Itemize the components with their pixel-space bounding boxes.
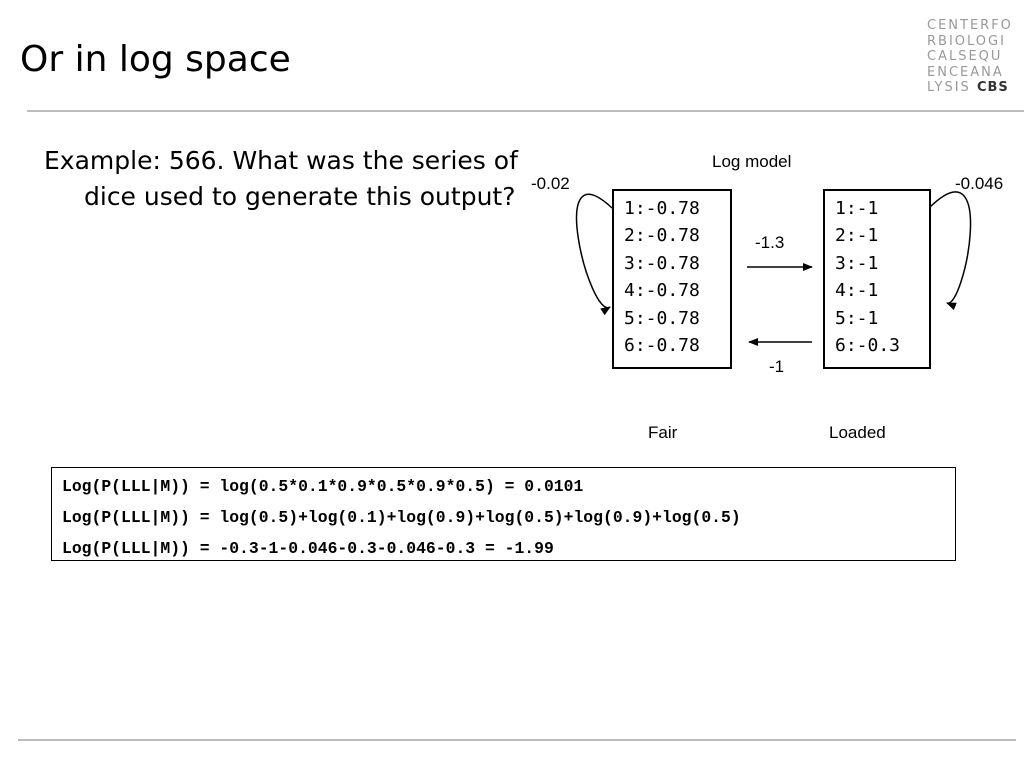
emission-row: 1:-0.78	[624, 198, 700, 219]
loaded-state-box	[823, 189, 931, 369]
loaded-state-name: Loaded	[829, 423, 886, 442]
emission-row: 5:-0.78	[624, 307, 700, 329]
footer-divider	[18, 739, 1016, 741]
loaded-self-loop-arrow	[929, 192, 971, 303]
emission-row: 3:-1	[835, 252, 879, 274]
emission-row: 2:-0.78	[624, 225, 700, 247]
loaded-to-fair-label: -1	[769, 357, 785, 376]
fair-to-loaded-label: -1.3	[755, 233, 785, 252]
emission-row: 4:-0.78	[624, 280, 700, 302]
loaded-self-loop-label: -0.046	[955, 174, 1004, 193]
emission-row: 3:-0.78	[624, 252, 700, 274]
slide-title: Or in log space	[20, 39, 291, 80]
model-label: Log model	[712, 152, 792, 171]
emission-row: 5:-1	[835, 307, 879, 329]
emission-row: 2:-1	[835, 225, 879, 247]
logo-line-prefix: LYSIS	[927, 80, 971, 96]
emission-row: 6:-0.78	[624, 335, 700, 357]
example-question: Example: 566. What was the series of dice used to generate this output?	[44, 146, 518, 211]
formula-line: Log(P(LLL|M)) = log(0.5)+log(0.1)+log(0.9)+log(0.5)+log(0.9)+log(0.5)	[62, 508, 741, 527]
formula-line: Log(P(LLL|M)) = log(0.5*0.1*0.9*0.5*0.9*0.5) = 0.0101	[62, 477, 584, 496]
fair-self-loop-label: -0.02	[531, 174, 570, 193]
emission-row: 4:-1	[835, 280, 879, 302]
logo-line: RBIOLOGI	[927, 33, 1006, 49]
emission-row: 6:-0.3	[835, 335, 901, 357]
formula-box	[51, 467, 956, 561]
fair-state-box	[612, 189, 732, 369]
logo-line: CALSEQU	[927, 49, 1003, 65]
fair-self-loop-arrow-upper	[600, 150, 612, 210]
logo-line: ENCEANA	[927, 64, 1004, 80]
formula-line: Log(P(LLL|M)) = -0.3-1-0.046-0.3-0.046-0.3 = -1.99	[62, 539, 554, 558]
fair-state-name: Fair	[648, 423, 678, 442]
logo-brand: CBS	[976, 80, 1009, 96]
fair-self-loop-arrow	[577, 194, 612, 307]
emission-row: 1:-1	[835, 198, 879, 219]
logo-line: CENTERFO	[927, 18, 1013, 33]
